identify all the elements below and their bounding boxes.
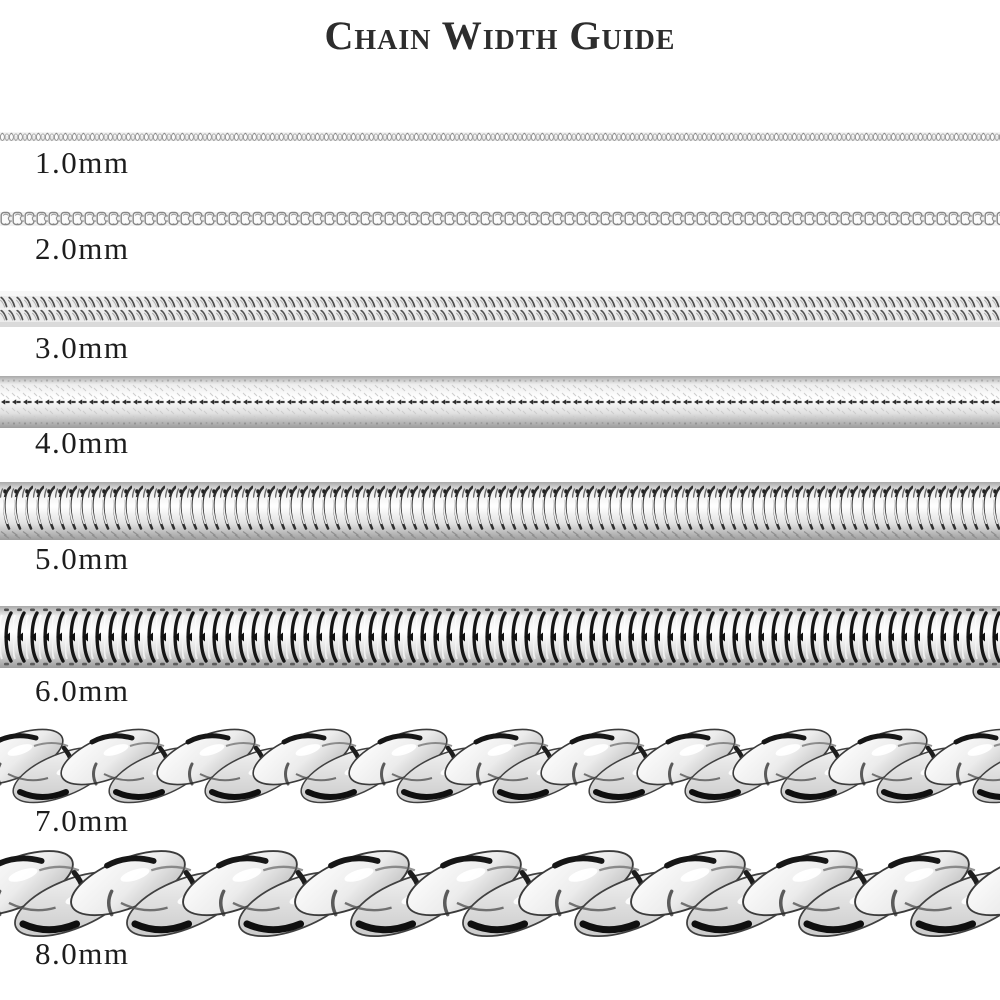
chain-width-label: 1.0mm bbox=[35, 145, 130, 180]
chain-width-label: 7.0mm bbox=[35, 803, 130, 838]
chain-photo-1-0mm-box bbox=[0, 129, 1000, 144]
chain-width-label: 3.0mm bbox=[35, 330, 130, 365]
chain-photo-6-0mm-snake bbox=[0, 606, 1000, 668]
chain-width-label: 2.0mm bbox=[35, 231, 130, 266]
chain-width-label: 6.0mm bbox=[35, 673, 130, 708]
chain-photo-4-0mm-snake bbox=[0, 376, 1000, 428]
chain-photo-8-0mm-rope bbox=[0, 847, 1000, 940]
chain-width-label: 8.0mm bbox=[35, 936, 130, 971]
chain-width-label: 5.0mm bbox=[35, 541, 130, 576]
chain-photo-2-0mm-box bbox=[0, 206, 1000, 232]
chain-photo-3-0mm-snake bbox=[0, 291, 1000, 327]
chain-width-label: 4.0mm bbox=[35, 425, 130, 460]
chain-photo-5-0mm-snake bbox=[0, 482, 1000, 540]
page-title: Chain Width Guide bbox=[324, 13, 676, 58]
chain-photo-7-0mm-rope bbox=[0, 726, 1000, 806]
